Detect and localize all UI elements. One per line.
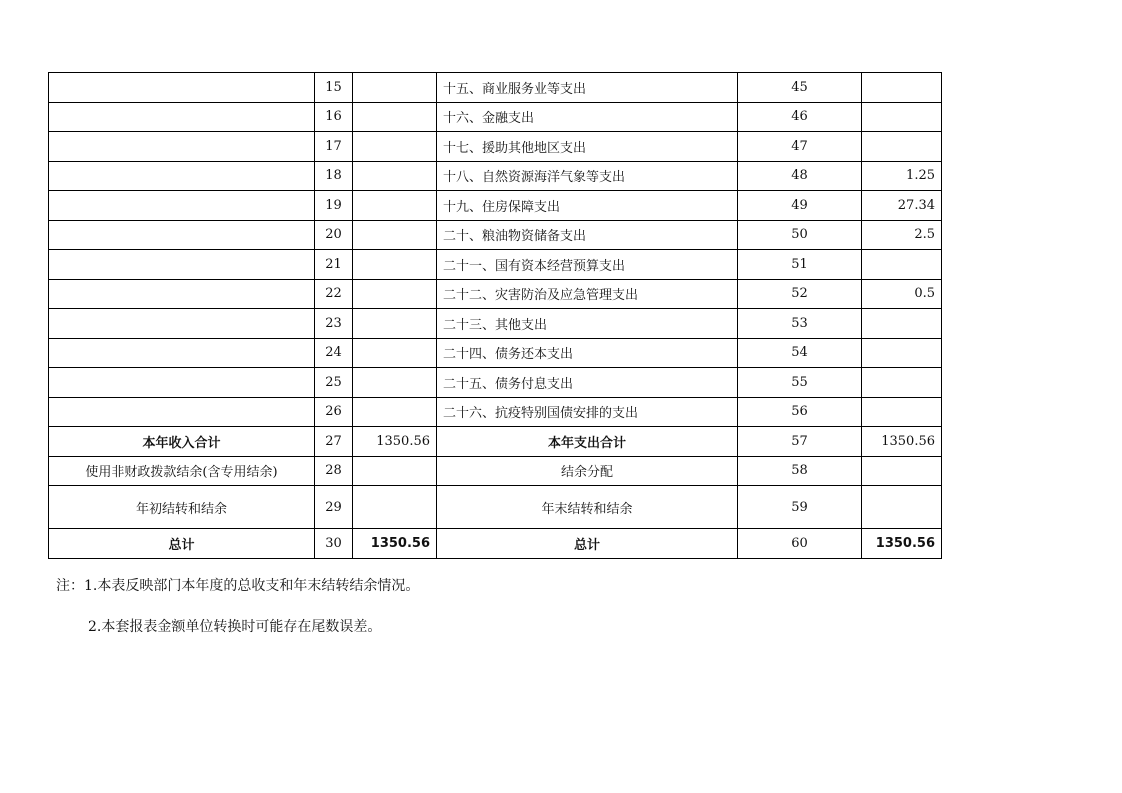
expenditure-line-no: 51 — [738, 250, 862, 280]
expenditure-line-no: 45 — [738, 73, 862, 103]
income-line-no: 17 — [315, 132, 353, 162]
expenditure-line-no: 52 — [738, 279, 862, 309]
table-row — [49, 338, 942, 368]
expenditure-item-label: 十八、自然资源海洋气象等支出 — [437, 161, 738, 191]
expenditure-line-no: 54 — [738, 338, 862, 368]
expenditure-item-label: 二十三、其他支出 — [437, 309, 738, 339]
table-row — [49, 102, 942, 132]
expenditure-item-label: 二十四、债务还本支出 — [437, 338, 738, 368]
income-item-label — [49, 220, 315, 250]
income-item-label — [49, 309, 315, 339]
expenditure-line-no: 48 — [738, 161, 862, 191]
table-row — [49, 397, 942, 427]
income-item-label — [49, 397, 315, 427]
income-line-no: 15 — [315, 73, 353, 103]
expenditure-amount — [862, 338, 942, 368]
income-item-label — [49, 279, 315, 309]
expenditure-item-label: 二十一、国有资本经营预算支出 — [437, 250, 738, 280]
expenditure-amount: 27.34 — [862, 191, 942, 221]
closing-balance-line-no: 59 — [738, 486, 862, 529]
income-total-amount: 1350.56 — [353, 529, 437, 559]
expenditure-amount — [862, 73, 942, 103]
expenditure-amount — [862, 368, 942, 398]
nonfiscal-row — [49, 456, 942, 486]
income-line-no: 26 — [315, 397, 353, 427]
note-line-1: 注：1.本表反映部门本年度的总收支和年末结转结余情况。 — [56, 578, 420, 594]
expenditure-subtotal-line-no: 57 — [738, 427, 862, 457]
total-row — [49, 529, 942, 559]
expenditure-line-no: 50 — [738, 220, 862, 250]
income-amount — [353, 279, 437, 309]
surplus-distribution-label: 结余分配 — [437, 456, 738, 486]
income-amount — [353, 397, 437, 427]
income-amount — [353, 368, 437, 398]
income-amount — [353, 161, 437, 191]
expenditure-line-no: 55 — [738, 368, 862, 398]
income-line-no: 25 — [315, 368, 353, 398]
expenditure-item-label: 二十六、抗疫特别国债安排的支出 — [437, 397, 738, 427]
income-amount — [353, 191, 437, 221]
table-row — [49, 191, 942, 221]
expenditure-line-no: 56 — [738, 397, 862, 427]
surplus-distribution-line-no: 58 — [738, 456, 862, 486]
expenditure-amount — [862, 102, 942, 132]
table-notes — [56, 576, 419, 637]
expenditure-item-label: 二十、粮油物资储备支出 — [437, 220, 738, 250]
expenditure-amount — [862, 132, 942, 162]
income-amount — [353, 220, 437, 250]
table-row — [49, 368, 942, 398]
opening-balance-label: 年初结转和结余 — [49, 486, 315, 529]
expenditure-line-no: 49 — [738, 191, 862, 221]
income-item-label — [49, 191, 315, 221]
table-body — [49, 73, 942, 427]
closing-balance-label: 年末结转和结余 — [437, 486, 738, 529]
income-line-no: 22 — [315, 279, 353, 309]
expenditure-amount — [862, 250, 942, 280]
income-line-no: 16 — [315, 102, 353, 132]
income-item-label — [49, 132, 315, 162]
expenditure-item-label: 二十二、灾害防治及应急管理支出 — [437, 279, 738, 309]
income-line-no: 20 — [315, 220, 353, 250]
income-amount — [353, 250, 437, 280]
expenditure-item-label: 十七、援助其他地区支出 — [437, 132, 738, 162]
expenditure-amount — [862, 309, 942, 339]
income-amount — [353, 132, 437, 162]
income-item-label — [49, 250, 315, 280]
income-item-label — [49, 161, 315, 191]
expenditure-line-no: 46 — [738, 102, 862, 132]
surplus-distribution-amount — [862, 456, 942, 486]
expenditure-item-label: 二十五、债务付息支出 — [437, 368, 738, 398]
opening-balance-line-no: 29 — [315, 486, 353, 529]
nonfiscal-line-no: 28 — [315, 456, 353, 486]
income-item-label — [49, 102, 315, 132]
income-expenditure-table — [48, 72, 942, 559]
income-line-no: 24 — [315, 338, 353, 368]
subtotal-row — [49, 427, 942, 457]
table-row — [49, 279, 942, 309]
expenditure-total-amount: 1350.56 — [862, 529, 942, 559]
table-row — [49, 132, 942, 162]
income-subtotal-label: 本年收入合计 — [49, 427, 315, 457]
closing-balance-amount — [862, 486, 942, 529]
income-subtotal-amount: 1350.56 — [353, 427, 437, 457]
income-total-line-no: 30 — [315, 529, 353, 559]
expenditure-amount: 1.25 — [862, 161, 942, 191]
income-subtotal-line-no: 27 — [315, 427, 353, 457]
income-total-label: 总计 — [49, 529, 315, 559]
expenditure-item-label: 十五、商业服务业等支出 — [437, 73, 738, 103]
income-amount — [353, 102, 437, 132]
expenditure-amount: 2.5 — [862, 220, 942, 250]
expenditure-item-label: 十九、住房保障支出 — [437, 191, 738, 221]
table-row — [49, 220, 942, 250]
expenditure-amount — [862, 397, 942, 427]
expenditure-subtotal-label: 本年支出合计 — [437, 427, 738, 457]
expenditure-subtotal-amount: 1350.56 — [862, 427, 942, 457]
income-item-label — [49, 338, 315, 368]
income-amount — [353, 309, 437, 339]
expenditure-line-no: 53 — [738, 309, 862, 339]
opening-balance-amount — [353, 486, 437, 529]
nonfiscal-balance-label: 使用非财政拨款结余(含专用结余) — [49, 456, 315, 486]
expenditure-total-label: 总计 — [437, 529, 738, 559]
expenditure-item-label: 十六、金融支出 — [437, 102, 738, 132]
income-line-no: 21 — [315, 250, 353, 280]
income-item-label — [49, 368, 315, 398]
income-amount — [353, 338, 437, 368]
income-line-no: 23 — [315, 309, 353, 339]
expenditure-line-no: 47 — [738, 132, 862, 162]
table-row — [49, 309, 942, 339]
expenditure-total-line-no: 60 — [738, 529, 862, 559]
table-row — [49, 250, 942, 280]
income-item-label — [49, 73, 315, 103]
carryover-row — [49, 486, 942, 529]
income-line-no: 19 — [315, 191, 353, 221]
note-line-2: 2.本套报表金额单位转换时可能存在尾数误差。 — [88, 619, 382, 635]
table-row — [49, 73, 942, 103]
nonfiscal-amount — [353, 456, 437, 486]
expenditure-amount: 0.5 — [862, 279, 942, 309]
income-line-no: 18 — [315, 161, 353, 191]
table-row — [49, 161, 942, 191]
income-amount — [353, 73, 437, 103]
